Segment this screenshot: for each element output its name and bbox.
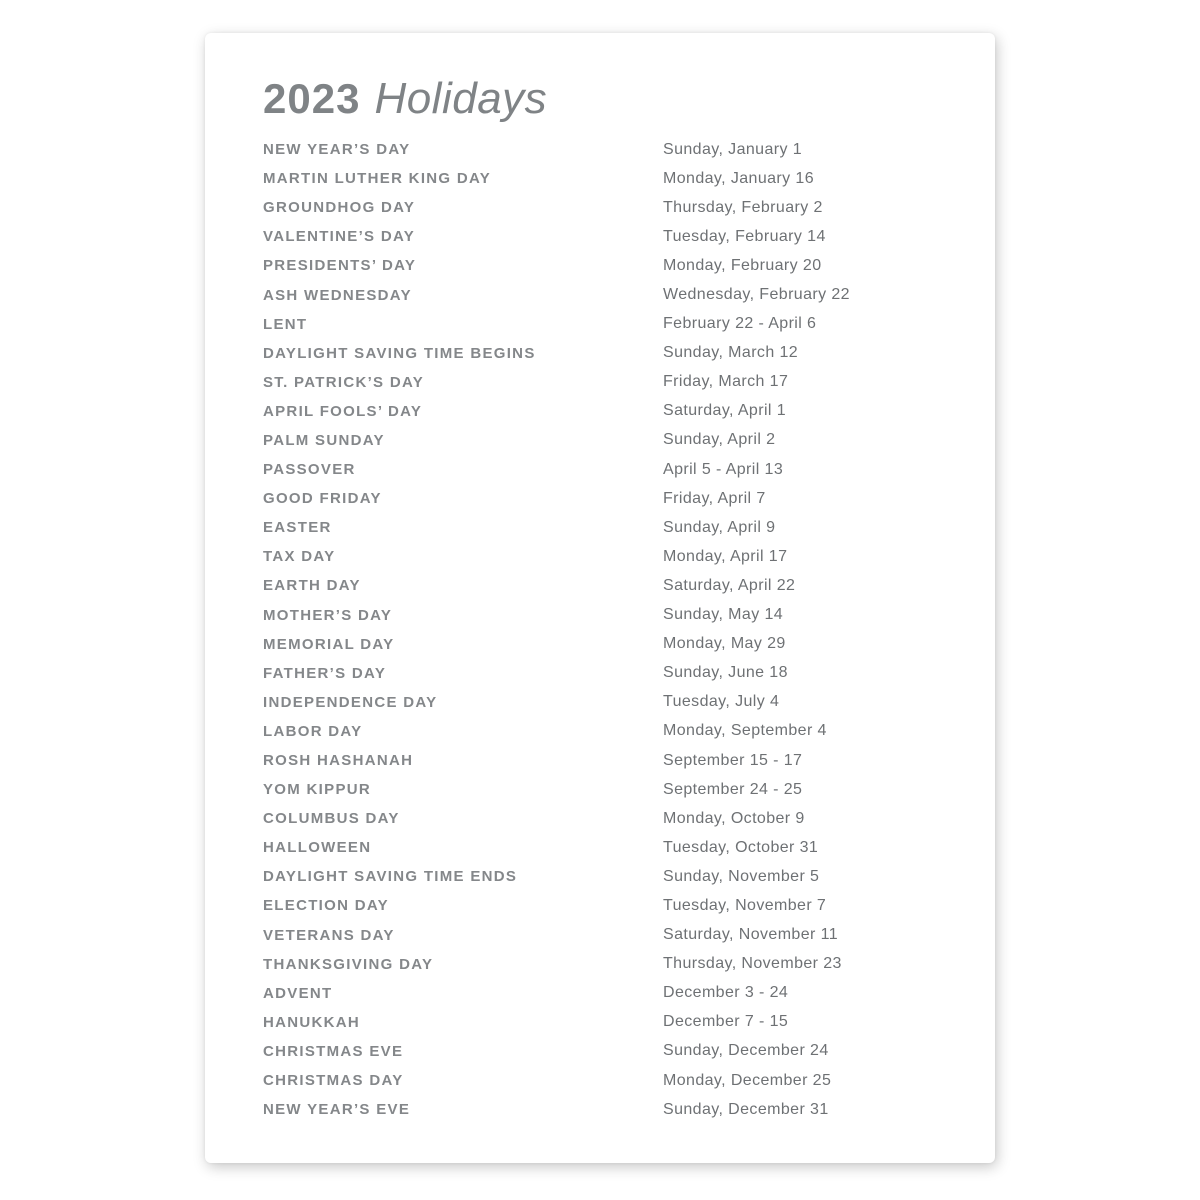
holiday-date: February 22 - April 6	[663, 315, 817, 333]
holiday-name: DAYLIGHT SAVING TIME BEGINS	[263, 344, 536, 362]
holiday-name: FATHER’S DAY	[263, 664, 387, 682]
holiday-name: ASH WEDNESDAY	[263, 286, 412, 304]
holiday-row	[263, 310, 995, 339]
holiday-name: PALM SUNDAY	[263, 431, 385, 449]
holiday-name: PASSOVER	[263, 461, 356, 479]
holiday-date: Saturday, April 1	[663, 402, 787, 420]
holiday-row	[263, 135, 995, 164]
holiday-name: LABOR DAY	[263, 722, 363, 740]
title-year: 2023	[263, 75, 361, 122]
holiday-date: September 24 - 25	[663, 780, 803, 798]
holiday-date: Tuesday, February 14	[663, 227, 826, 245]
holiday-date: Sunday, April 2	[663, 431, 776, 449]
holiday-name: MOTHER’S DAY	[263, 606, 393, 624]
holiday-name: MARTIN LUTHER KING DAY	[263, 170, 492, 188]
holiday-date: Sunday, April 9	[663, 518, 776, 536]
holiday-date: Thursday, February 2	[663, 198, 823, 216]
holiday-name: HANUKKAH	[263, 1013, 361, 1031]
holiday-row	[263, 339, 995, 368]
holiday-date: Monday, April 17	[663, 547, 788, 565]
holiday-name: MEMORIAL DAY	[263, 635, 395, 653]
holiday-date: Tuesday, October 31	[663, 838, 819, 856]
holiday-row	[263, 891, 995, 920]
holiday-row	[263, 164, 995, 193]
holiday-row	[263, 833, 995, 862]
holiday-name: APRIL FOOLS’ DAY	[263, 402, 423, 420]
holiday-row	[263, 193, 995, 222]
holiday-date: Sunday, March 12	[663, 344, 799, 362]
holiday-name: NEW YEAR’S DAY	[263, 141, 411, 159]
holiday-name: DAYLIGHT SAVING TIME ENDS	[263, 868, 518, 886]
holiday-row	[263, 1008, 995, 1037]
holiday-row	[263, 746, 995, 775]
holiday-row	[263, 542, 995, 571]
holiday-row	[263, 1037, 995, 1066]
holiday-row	[263, 688, 995, 717]
holiday-row	[263, 1066, 995, 1095]
holiday-name: GROUNDHOG DAY	[263, 199, 416, 217]
holiday-name: VETERANS DAY	[263, 926, 395, 944]
holiday-name: THANKSGIVING DAY	[263, 955, 434, 973]
holiday-row	[263, 251, 995, 280]
holiday-card	[205, 33, 995, 1163]
holiday-date: Saturday, April 22	[663, 576, 796, 594]
holiday-row	[263, 630, 995, 659]
holiday-name: COLUMBUS DAY	[263, 810, 400, 828]
holiday-date: Sunday, January 1	[663, 140, 803, 158]
holiday-name: PRESIDENTS’ DAY	[263, 257, 417, 275]
holiday-row	[263, 368, 995, 397]
holiday-row	[263, 513, 995, 542]
holiday-date: Monday, December 25	[663, 1071, 832, 1089]
holiday-name: ADVENT	[263, 984, 333, 1002]
holiday-name: ROSH HASHANAH	[263, 752, 414, 770]
holiday-date: Friday, April 7	[663, 489, 766, 507]
holiday-name: GOOD FRIDAY	[263, 490, 382, 508]
holiday-name: NEW YEAR’S EVE	[263, 1101, 411, 1119]
holiday-name: VALENTINE’S DAY	[263, 228, 416, 246]
holiday-date: Monday, May 29	[663, 635, 786, 653]
holiday-row	[263, 921, 995, 950]
holiday-date: Monday, February 20	[663, 256, 822, 274]
holiday-row	[263, 659, 995, 688]
holiday-row	[263, 222, 995, 251]
holiday-date: December 3 - 24	[663, 984, 789, 1002]
holiday-date: Sunday, June 18	[663, 664, 788, 682]
holiday-row	[263, 484, 995, 513]
holiday-row	[263, 950, 995, 979]
holiday-name: EASTER	[263, 519, 332, 537]
holiday-name: INDEPENDENCE DAY	[263, 693, 438, 711]
holiday-name: LENT	[263, 315, 308, 333]
holiday-date: Tuesday, November 7	[663, 896, 827, 914]
holiday-row	[263, 717, 995, 746]
page-title	[263, 73, 995, 125]
holiday-name: CHRISTMAS DAY	[263, 1072, 404, 1090]
holiday-date: Sunday, December 31	[663, 1100, 829, 1118]
holiday-date: Thursday, November 23	[663, 955, 842, 973]
holiday-date: Saturday, November 11	[663, 926, 839, 944]
holiday-name: TAX DAY	[263, 548, 336, 566]
holiday-row	[263, 571, 995, 600]
holiday-row	[263, 775, 995, 804]
holiday-row	[263, 397, 995, 426]
holiday-name: ST. PATRICK’S DAY	[263, 373, 425, 391]
holiday-date: Sunday, November 5	[663, 867, 820, 885]
holiday-list	[263, 135, 995, 1124]
holiday-row	[263, 862, 995, 891]
holiday-name: HALLOWEEN	[263, 839, 372, 857]
holiday-date: April 5 - April 13	[663, 460, 784, 478]
holiday-date: September 15 - 17	[663, 751, 803, 769]
holiday-row	[263, 601, 995, 630]
holiday-date: Sunday, May 14	[663, 606, 784, 624]
holiday-row	[263, 280, 995, 309]
holiday-date: Wednesday, February 22	[663, 286, 850, 304]
holiday-date: Monday, October 9	[663, 809, 805, 827]
holiday-date: Monday, January 16	[663, 169, 814, 187]
holiday-name: CHRISTMAS EVE	[263, 1042, 404, 1060]
title-word: Holidays	[374, 74, 548, 123]
holiday-row	[263, 1095, 995, 1124]
holiday-date: Friday, March 17	[663, 373, 789, 391]
holiday-date: Tuesday, July 4	[663, 693, 780, 711]
holiday-row	[263, 804, 995, 833]
holiday-name: ELECTION DAY	[263, 897, 389, 915]
holiday-name: EARTH DAY	[263, 577, 361, 595]
holiday-row	[263, 426, 995, 455]
holiday-row	[263, 979, 995, 1008]
holiday-date: Monday, September 4	[663, 722, 827, 740]
holiday-name: YOM KIPPUR	[263, 781, 372, 799]
holiday-row	[263, 455, 995, 484]
holiday-date: Sunday, December 24	[663, 1042, 829, 1060]
holiday-date: December 7 - 15	[663, 1013, 789, 1031]
